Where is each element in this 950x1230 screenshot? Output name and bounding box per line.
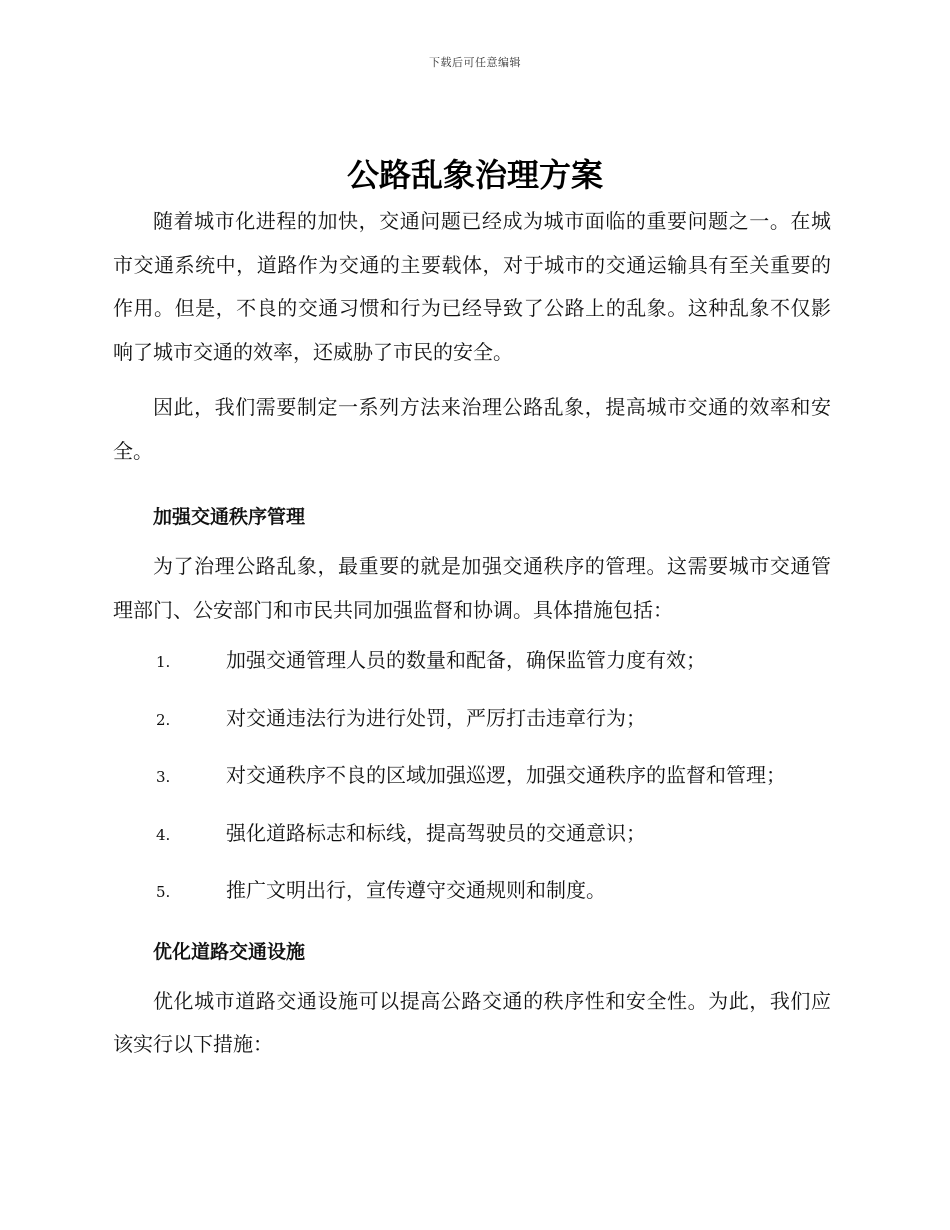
- measures-list: [113, 644, 831, 932]
- section-heading-road-facilities: 优化道路交通设施: [153, 940, 306, 963]
- section-1-paragraph: 为了治理公路乱象，最重要的就是加强交通秩序的管理。这需要城市交通管理部门、公安部门和市民共同加强监督和协调。具体措施包括：: [113, 554, 831, 622]
- list-text: 强化道路标志和标线，提高驾驶员的交通意识；: [226, 820, 646, 845]
- section-heading-traffic-order: 加强交通秩序管理: [153, 506, 306, 528]
- list-text: 推广文明出行，宣传遵守交通规则和制度。: [226, 878, 606, 902]
- list-number: 3.: [156, 768, 171, 786]
- list-item: [113, 702, 831, 760]
- list-item: [113, 644, 831, 702]
- list-number: 1.: [156, 653, 171, 671]
- list-item: [113, 817, 831, 875]
- list-item: [113, 759, 831, 817]
- intro-paragraph-1: 随着城市化进程的加快，交通问题已经成为城市面临的重要问题之一。在城市交通系统中，道路作为交通的主要载体，对于城市的交通运输具有至关重要的作用。但是，不良的交通习惯和行为已经导致了公路上的乱象。这种乱象不仅影响了城市交通的效率，还威胁了市民的安全。: [113, 209, 831, 364]
- list-item: [113, 874, 831, 932]
- header-note: 下载后可任意编辑: [429, 56, 521, 69]
- section-2-paragraph: 优化城市道路交通设施可以提高公路交通的秩序性和安全性。为此，我们应该实行以下措施：: [113, 988, 831, 1056]
- list-number: 4.: [156, 825, 171, 844]
- intro-paragraph-2: 因此，我们需要制定一系列方法来治理公路乱象，提高城市交通的效率和安全。: [113, 395, 831, 463]
- document-body: [113, 200, 831, 1067]
- list-text: 对交通违法行为进行处罚，严厉打击违章行为；: [226, 705, 646, 730]
- list-text: 加强交通管理人员的数量和配备，确保监管力度有效；: [226, 648, 706, 672]
- list-number: 2.: [156, 710, 171, 729]
- list-number: 5.: [156, 883, 171, 901]
- document-title: 公路乱象治理方案: [346, 156, 603, 194]
- list-text: 对交通秩序不良的区域加强巡逻，加强交通秩序的监督和管理；: [226, 763, 786, 787]
